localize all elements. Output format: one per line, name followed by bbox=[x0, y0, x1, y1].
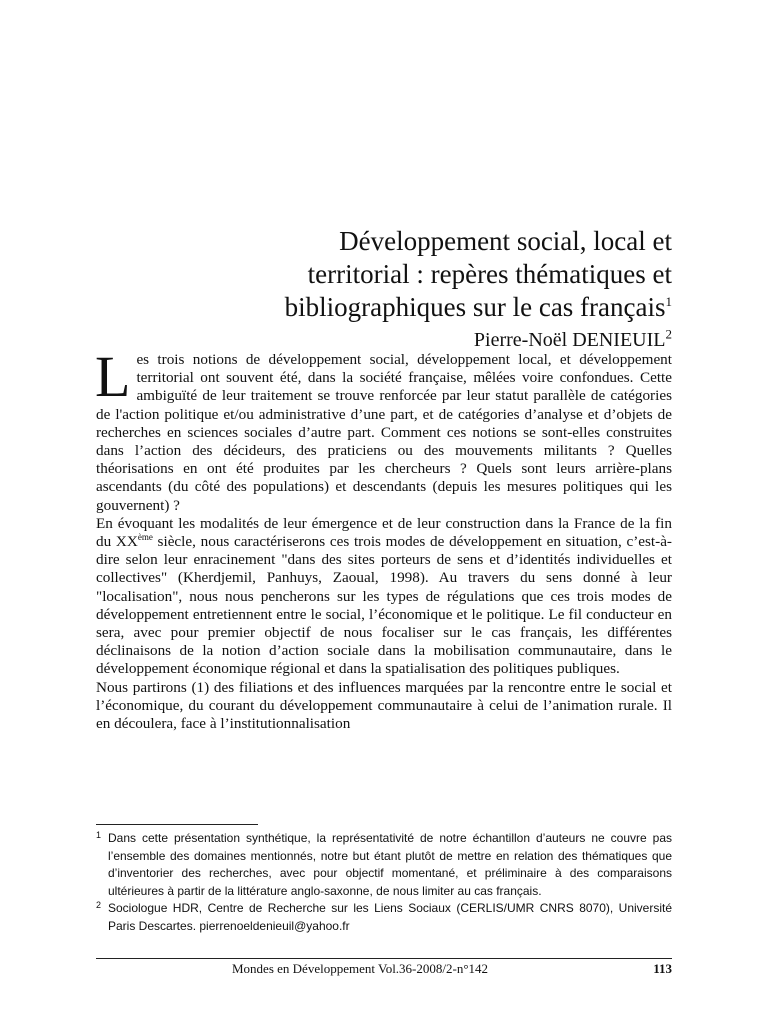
title-line-2: territorial : repères thématiques et bbox=[307, 259, 672, 289]
paragraph-1 bbox=[95, 344, 672, 515]
drop-cap: L bbox=[95, 344, 131, 409]
paragraph-1-text: es trois notions de développement social, développement local, et développement territorial ont souvent été, dans la société française, mêlées voire confondues. Cette ambiguïté de leur traitement se trouve renforcée par leur statut parallèle de catégories de l'action politique et/ou administrative d’une part, et de catégories d’analyse et d’objets de recherches en sciences sociales d’autre part. Comment ces notions se sont-elles construites dans l’action des décideurs, des praticiens ou des mouvements militants ? Quelles théorisations en ont été produites par les chercheurs ? Quels sont leurs arrière-plans ascendants (du côté des populations) et descendants (depuis les mesures politiques qui les gouvernent) ? bbox=[96, 351, 672, 514]
title-footnote-ref: 1 bbox=[665, 294, 672, 309]
author-line bbox=[200, 328, 672, 352]
footer-rule bbox=[96, 958, 672, 959]
journal-reference: Mondes en Développement Vol.36-2008/2-n°142 bbox=[232, 961, 489, 976]
footnote-1-number: 1 bbox=[96, 830, 102, 840]
title-block bbox=[200, 225, 672, 352]
article-title bbox=[200, 225, 672, 324]
author-footnote-ref: 2 bbox=[665, 326, 672, 342]
footnote-2 bbox=[96, 900, 672, 935]
paragraph-2-text-b: siècle, nous caractériserons ces trois modes de développement en situation, c’est-à-dire selon leur enracinement "dans des sites porteurs de sens et d’identités individuelles et collectives" (Kherdjemil, Panhuys, Zaoual, 1998). Au travers du sens donné à leur "localisation", nous nous pencherons sur les types de régulations que ces trois modes de développement entretiennent entre le social, l’économique et le politique. Le fil conducteur en sera, avec pour premier objectif de nous focaliser sur le cas français, les différentes déclinaisons de la notion d’action sociale dans la mobilisation communautaire, dans le développement économique régional et dans la spatialisation des politiques publiques. bbox=[96, 533, 672, 678]
century-superscript: ème bbox=[137, 531, 153, 542]
footnote-2-number: 2 bbox=[96, 900, 102, 910]
paragraph-3: Nous partirons (1) des filiations et des influences marquées par la rencontre entre le social et l’économique, du courant du développement communautaire à celui de l’animation rurale. Il en découlera, face à l’institutionnalisation bbox=[96, 678, 672, 733]
footnotes bbox=[96, 830, 672, 935]
title-line-3: bibliographiques sur le cas français bbox=[284, 292, 666, 322]
footnote-2-text: Sociologue HDR, Centre de Recherche sur les Liens Sociaux (CERLIS/UMR CNRS 8070), Université Paris Descartes. pierrenoeldenieuil@yahoo.fr bbox=[108, 901, 672, 933]
paragraph-2-text-a: En évoquant les modalités de leur émergence et de leur construction dans la France de la fin du XX bbox=[96, 514, 672, 551]
footnote-1 bbox=[96, 830, 672, 900]
author-name: Pierre-Noël DENIEUIL bbox=[473, 329, 666, 351]
footnote-separator bbox=[96, 824, 258, 825]
page-number: 113 bbox=[653, 961, 672, 976]
paragraph-2 bbox=[96, 515, 672, 679]
footnote-1-text: Dans cette présentation synthétique, la représentativité de notre échantillon d’auteurs ne couvre pas l’ensemble des domaines mentionnés, notre but étant plutôt de mettre en relation des thématiques que d’inventorier des recherches, avec pour objectif momentané, et préliminaire à des comparaisons ultérieures à partir de la littérature anglo-saxonne, de nous limiter au cas français. bbox=[108, 831, 672, 898]
title-line-1: Développement social, local et bbox=[339, 226, 672, 256]
article-body bbox=[95, 344, 672, 733]
